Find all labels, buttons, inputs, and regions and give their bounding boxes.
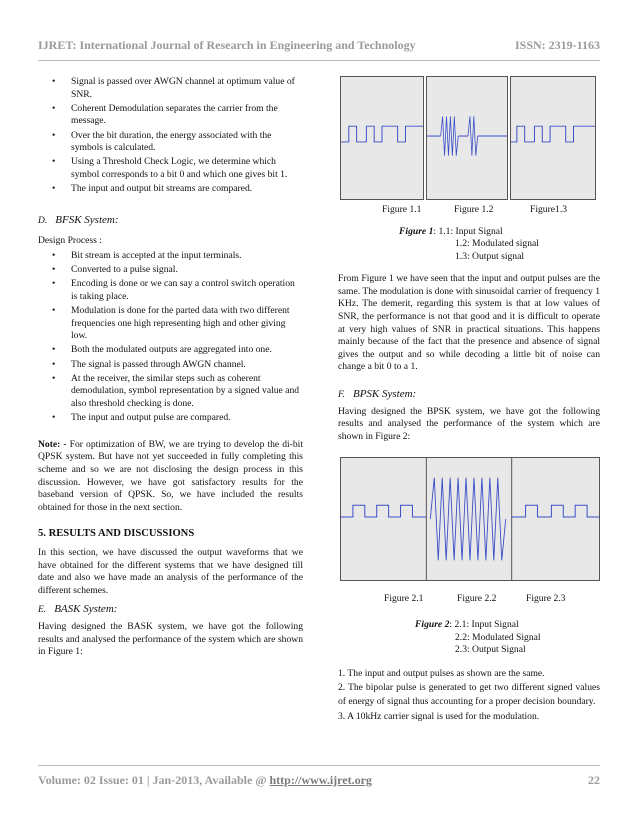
figure-2-oscilloscope [340,457,600,581]
left-column [38,76,303,659]
section-heading-bpsk: F. BPSK System: [338,387,417,400]
observation-item: 1. The input and output pulses as shown are the same. [338,667,545,679]
journal-link[interactable]: http://www.ijret.org [269,773,372,787]
list-item: • At the receiver, the similar steps such as coherent demodulation, symbol representation by a signed value and also threshold checking is done. [71,373,303,411]
design-process-label: Design Process : [38,235,102,247]
list-item: • Both the modulated outputs are aggregated into one. [71,344,303,357]
journal-title: IJRET: International Journal of Research in Engineering and Technology [38,38,416,52]
list-item: • Bit stream is accepted at the input terminals. [71,250,303,263]
section-heading-bask: E. BASK System: [38,603,118,616]
header-rule [38,60,600,61]
observation-item: 2. The bipolar pulse is generated to get two different signed values of energy of signal thus accounting for a proper decision boundary. [338,681,600,708]
list-item: • The input and output pulse are compared. [71,412,303,425]
list-item: • Signal is passed over AWGN channel at optimum value of SNR. [71,76,303,101]
figure-1-2-label: Figure 1.2 [454,204,494,215]
footer-rule [38,765,600,766]
page-footer [38,773,600,787]
figure-2-labels [338,593,600,607]
section-heading-bfsk: D. BFSK System: [38,213,119,226]
list-item: • The signal is passed through AWGN channel. [71,359,303,372]
figure-2-1-label: Figure 2.1 [384,593,424,605]
list-item: • The input and output bit streams are compared. [71,183,303,196]
list-item: • Coherent Demodulation separates the carrier from the message. [71,103,303,128]
figure-1 [338,76,600,200]
bfsk-steps-list [38,250,303,425]
figure-2-caption: Figure 2: 2.1: Input Signal 2.2: Modulated Signal 2.3: Output Signal [415,619,541,656]
list-item: • Converted to a pulse signal. [71,264,303,277]
observation-item: 3. A 10kHz carrier signal is used for the modulation. [338,710,540,722]
issn: ISSN: 2319-1163 [514,38,600,52]
right-column [338,76,600,724]
page-number: 22 [588,773,600,787]
figure-2 [338,457,600,581]
bask-paragraph: Having designed the BASK system, we have got the following results and analysed the performance of the system which are shown in Figure 1: [38,620,303,658]
figure-1-2-modulated-signal [426,76,508,200]
bask-steps-list [38,76,303,196]
figure-1-3-output-signal [510,76,596,200]
observations [338,667,600,725]
figure-2-2-label: Figure 2.2 [457,593,497,605]
figure-1-discussion: From Figure 1 we have seen that the input and output pulses are the same. The modulation is done with sinusoidal carrier of frequency 1 KHz. The demerit, regarding this system is that at low values of SNR, the performance is not that good and it is difficult to operate at very high values of SNR in practical situations. This happens mainly because of the fact that the presence and absence of signal gives the output and so while decoding a little bit of noise can change a bit 0 to a 1. [338,273,600,373]
figure-1-3-label: Figure1.3 [530,204,568,215]
list-item: • Modulation is done for the parted data with two different frequencies one high representing high and other giving low. [71,305,303,343]
results-heading: 5. RESULTS AND DISCUSSIONS [38,528,195,540]
list-item: • Using a Threshold Check Logic, we determine which symbol corresponds to a bit 0 and which one gives bit 1. [71,156,303,181]
list-item: • Encoding is done or we can say a control switch operation is taking place. [71,278,303,303]
note-paragraph: Note: - For optimization of BW, we are trying to develop the di-bit QPSK system. But have not yet succeeded in fully completing this scheme and so we are not disclosing the design process in this discussion. However, we have got satisfactory results for the baseband version of QPSK. So, we have included the results obtained for those in the next section. [38,438,303,513]
figure-1-1-input-signal [340,76,424,200]
results-paragraph: In this section, we have discussed the output waveforms that we have obtained for the different systems that we have designed till date and also we have made an analysis of the performance of the different schemes. [38,546,303,596]
figure-1-labels [338,204,600,218]
figure-1-caption: Figure 1: 1.1: Input Signal 1.2: Modulated signal 1.3: Output signal [399,226,539,262]
page-header [38,38,600,52]
footer-volume: Volume: 02 Issue: 01 | Jan-2013, Available @ http://www.ijret.org [38,773,372,787]
figure-2-3-label: Figure 2.3 [526,593,566,605]
figure-1-1-label: Figure 1.1 [382,204,422,215]
list-item: • Over the bit duration, the energy associated with the symbols is calculated. [71,130,303,155]
bpsk-paragraph: Having designed the BPSK system, we have got the following results and analysed the performance of the system which are shown in Figure 2: [338,405,600,442]
